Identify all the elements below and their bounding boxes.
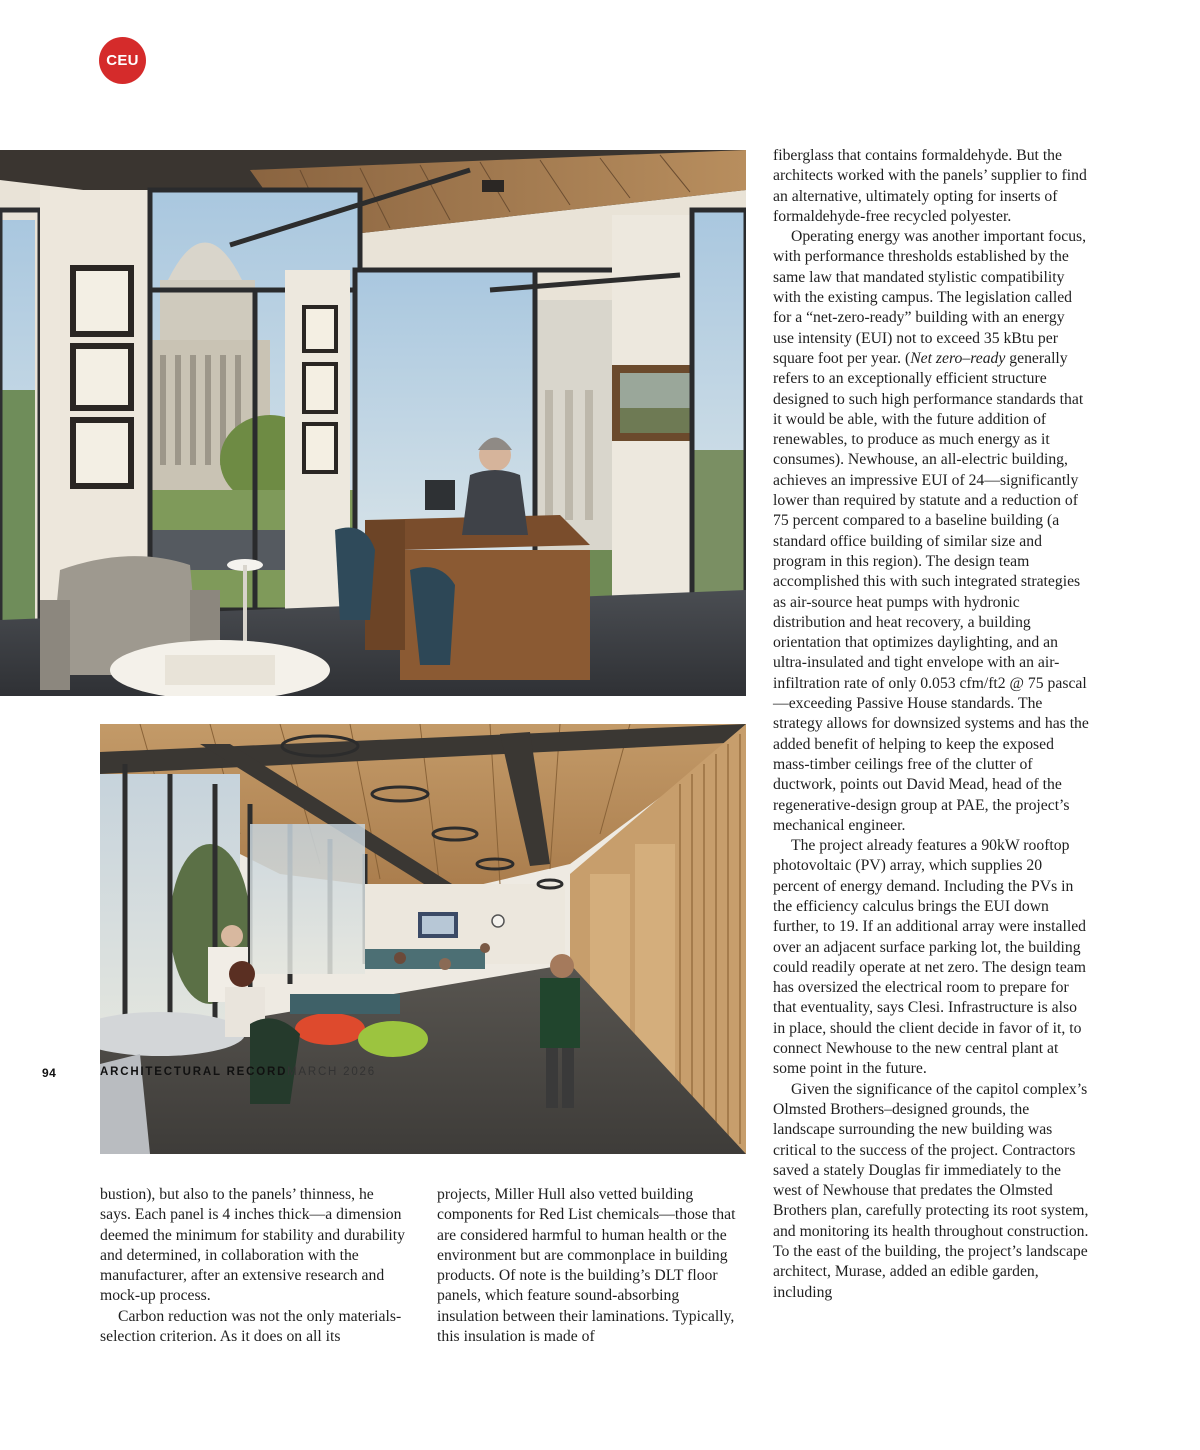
paragraph-continued: fiberglass that contains formaldehyde. But the architects worked with the panels’ supplier to find an alternative, ultimately opting for inserts of formaldehyde-free recycled polyester. [773, 147, 1087, 225]
article-column-middle [437, 1185, 743, 1347]
page-number: 94 [42, 1066, 57, 1080]
office-photo-illustration [0, 150, 746, 696]
paragraph-carbon-reduction: Carbon reduction was not the only materials-selection criterion. As it does on all its [100, 1307, 402, 1346]
ceu-badge [99, 37, 146, 84]
paragraph-photovoltaic: The project already features a 90kW rooftop photovoltaic (PV) array, which supplies 20 percent of energy demand. Including the PVs in the efficiency calculus brings the EUI down further, to 19. If an additional array were installed over an adjacent surface parking lot, the building could readily operate at net zero. The design team has oversized the electrical room to prepare for that eventuality, says Clesi. Infrastructure is also in place, should the client decide in favor of it, to connect Newhouse to the new central plant at some point in the future. [773, 837, 1086, 1078]
article-column-left [100, 1185, 407, 1347]
lounge-photo [100, 724, 746, 1154]
ceu-badge-label: CEU [106, 52, 139, 69]
paragraph-continued: projects, Miller Hull also vetted building components for Red List chemicals—those that are considered harmful to human health or the environment but are commonplace in building products. Of note is the building’s DLT floor panels, which feature sound-absorbing insulation between their laminations. Typically, this insulation is made of [437, 1186, 736, 1346]
article-column-right [773, 146, 1089, 1303]
publication-name: ARCHITECTURAL RECORD [100, 1066, 288, 1078]
office-photo [0, 150, 746, 696]
paragraph-text: Operating energy was another important focus, with performance thresholds established by the same law that mandated stylistic compatibility with the existing campus. The legislation called for a “net-zero-ready” building with an energy use intensity (EUI) not to exceed 35 kBtu per square foot per year. ( [773, 228, 1087, 367]
lounge-photo-illustration [100, 724, 746, 1154]
paragraph-operating-energy [773, 227, 1089, 836]
paragraph-text: generally refers to an exceptionally efficient structure designed to such high performance standards that it would be able, with the future addition of renewables, to produce as much energy as it consumes). Newhouse, an all-electric building, achieves an impressive EUI of 24—significantly lower than required by statute and a reduction of 75 percent compared to a baseline building (a standard office building of similar size and program in this region). The design team accomplished this with such integrated strategies as air-source heat pumps with hydronic distribution and heat recovery, a building orientation that optimizes daylighting, and an ultra-insulated and tight envelope with an air-infiltration rate of only 0.053 cfm/ft2 @ 75 pascal—exceeding Passive House standards. The strategy allows for downsized systems and has the added benefit of helping to keep the exposed mass-timber ceilings free of the clutter of ductwork, points out David Mead, head of the regenerative-design group at PAE, the project’s mechanical engineer. [773, 349, 1089, 834]
issue-date: MARCH 2026 [287, 1066, 376, 1078]
italic-term: Net zero–ready [910, 349, 1006, 367]
paragraph-continued: bustion), but also to the panels’ thinness, he says. Each panel is 4 inches thick—a dimension deemed the minimum for stability and durability and determined, in collaboration with the manufacturer, after an extensive research and mock-up process. [100, 1186, 405, 1305]
page-footer [0, 1066, 1200, 1086]
paragraph-landscape: Given the significance of the capitol complex’s Olmsted Brothers–designed grounds, the landscape surrounding the new building was critical to the success of the project. Contractors saved a stately Douglas fir immediately to the west of Newhouse that predates the Olmsted Brothers plan, carefully protecting its root system, and monitoring its health throughout construction. To the east of the building, the project’s landscape architect, Murase, added an edible garden, including [773, 1080, 1089, 1301]
